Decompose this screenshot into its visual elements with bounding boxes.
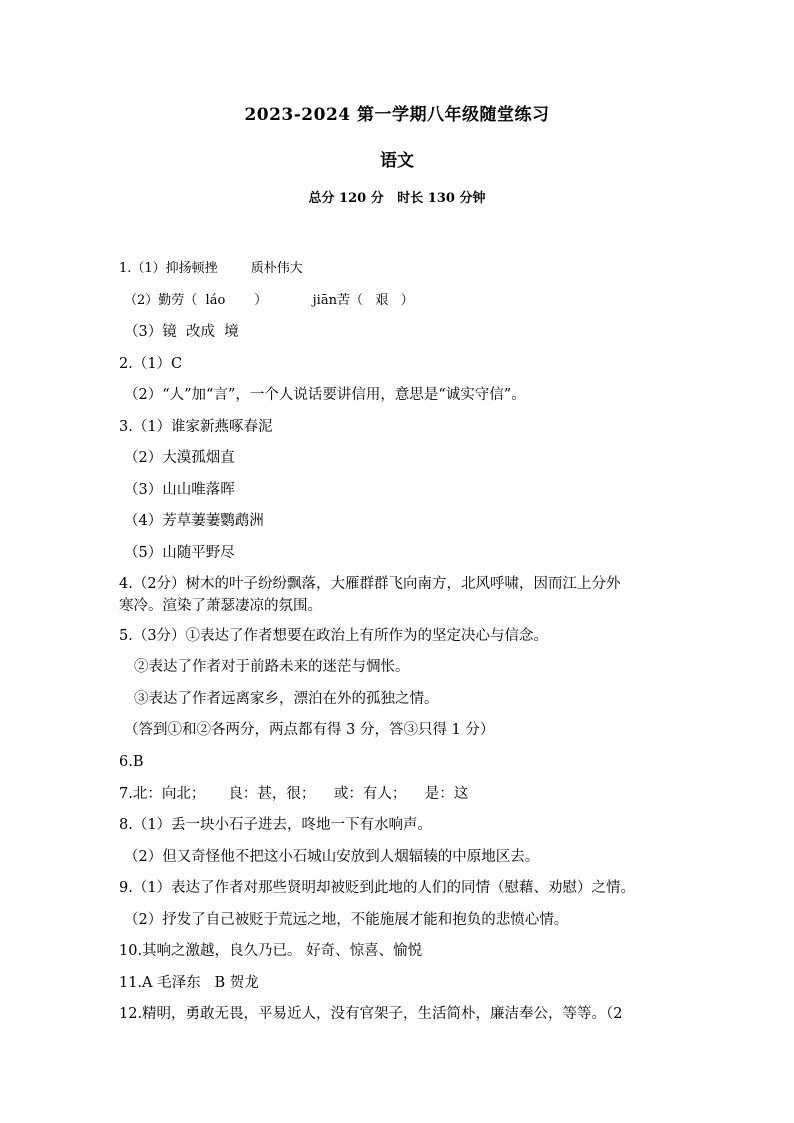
answer-line: （5）山随平野尽 xyxy=(124,545,235,561)
answer-line: 12.精明，勇敢无畏，平易近人，没有官架子，生活简朴，廉洁奉公，等等。（2 xyxy=(119,1006,623,1022)
answer-line: 9.（1）表达了作者对那些贤明却被贬到此地的人们的同情（慰藉、劝慰）之情。 xyxy=(119,880,636,896)
answer-line: （2）大漠孤烟直 xyxy=(124,450,235,466)
answer-line: 2.（1）C xyxy=(119,356,183,372)
answer-line: ③表达了作者远离家乡，漂泊在外的孤独之情。 xyxy=(134,691,439,707)
answer-line: 7.北：向北； 良：甚，很； 或：有人； 是：这 xyxy=(119,786,469,802)
answer-line: 8.（1）丢一块小石子进去，咚地一下有水响声。 xyxy=(119,817,433,833)
answer-line: 4.（2分）树木的叶子纷纷飘落，大雁群群飞向南方，北风呼啸，因而江上分外 xyxy=(119,576,621,592)
subject-heading: 语文 xyxy=(380,151,414,171)
answer-line: （2）勤劳（ láo ） jiān苦（ 艰 ） xyxy=(124,293,414,308)
answer-line: 5.（3分）①表达了作者想要在政治上有所作为的坚定决心与信念。 xyxy=(119,628,549,644)
answer-line: （3）镜 改成 境 xyxy=(124,324,239,340)
answer-line: ②表达了作者对于前路未来的迷茫与惆怅。 xyxy=(134,659,410,675)
exam-meta: 总分 120 分 时长 130 分钟 xyxy=(308,191,486,206)
answer-line: （2）“人”加“言”，一个人说话要讲信用，意思是“诚实守信”。 xyxy=(124,387,526,403)
answer-line: （4）芳草萋萋鹦鹉洲 xyxy=(124,513,264,529)
answer-line: （3）山山唯落晖 xyxy=(124,482,235,498)
answer-line: 10.其响之激越，良久乃已。 好奇、惊喜、愉悦 xyxy=(119,943,423,959)
answer-line: 1.（1）抑扬顿挫 质朴伟大 xyxy=(119,261,303,276)
answer-line: 11.A 毛泽东 B 贺龙 xyxy=(119,975,259,991)
answer-line: （2）抒发了自己被贬于荒远之地，不能施展才能和抱负的悲愤心情。 xyxy=(124,912,569,928)
page-title: 2023-2024 第一学期八年级随堂练习 xyxy=(244,105,550,125)
answer-line: 寒冷。渲染了萧瑟凄凉的氛围。 xyxy=(119,598,322,614)
answer-line: 3.（1）谁家新燕啄春泥 xyxy=(119,419,273,435)
answer-line: （2）但又奇怪他不把这小石城山安放到人烟辐辏的中原地区去。 xyxy=(124,849,540,865)
answer-line: 6.B xyxy=(119,754,144,770)
answer-line: （答到①和②各两分，两点都有得 3 分，答③只得 1 分） xyxy=(124,722,495,738)
